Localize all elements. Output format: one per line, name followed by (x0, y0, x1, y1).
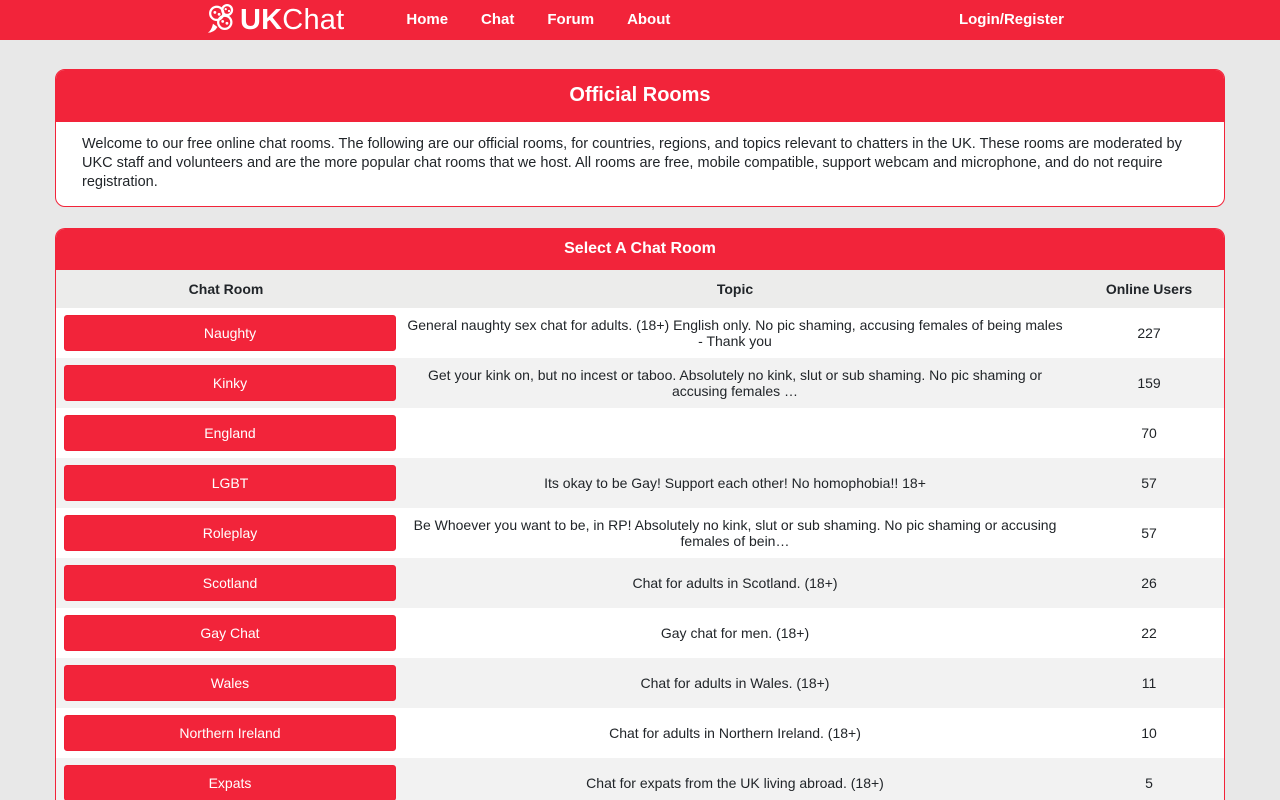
room-button-label: Wales (210, 675, 250, 691)
room-button[interactable] (64, 565, 396, 601)
room-users: 159 (1137, 375, 1161, 391)
nav-item-chat[interactable]: Chat (481, 11, 515, 28)
nav-item-forum[interactable]: Forum (547, 11, 595, 28)
official-rooms-title: Official Rooms (56, 70, 1224, 122)
room-topic: General naughty sex chat for adults. (18+) English only. No pic shaming, accusing females of being males - Thank you (407, 317, 1063, 349)
room-users: 22 (1141, 625, 1157, 641)
room-users: 57 (1141, 525, 1157, 541)
room-button-label: Kinky (212, 375, 248, 391)
table-row (56, 708, 1224, 758)
room-users: 26 (1141, 575, 1157, 591)
room-button-label: Roleplay (202, 525, 258, 541)
room-button-label: England (204, 425, 256, 441)
room-topic: Chat for adults in Wales. (18+) (640, 675, 830, 691)
login-register-link[interactable]: Login/Register (958, 11, 1064, 28)
room-topic: Chat for adults in Scotland. (18+) (632, 575, 838, 591)
table-row (56, 408, 1224, 458)
chat-bubbles-icon (205, 0, 240, 41)
select-chat-room-title: Select A Chat Room (56, 229, 1224, 270)
table-row (56, 658, 1224, 708)
column-header-online-users: Online Users (1105, 281, 1193, 297)
room-topic: Gay chat for men. (18+) (660, 625, 810, 641)
room-button-label: Scotland (202, 575, 258, 591)
room-button[interactable] (64, 465, 396, 501)
nav-item-home[interactable]: Home (406, 11, 449, 28)
room-button-label: Northern Ireland (179, 725, 281, 741)
room-users: 70 (1141, 425, 1157, 441)
room-button[interactable] (64, 515, 396, 551)
room-users: 10 (1141, 725, 1157, 741)
logo-text: UKChat (240, 3, 345, 36)
room-button[interactable] (64, 415, 396, 451)
room-topic: Be Whoever you want to be, in RP! Absolutely no kink, slut or sub shaming. No pic shaming or accusing females of bein… (413, 517, 1057, 549)
room-button[interactable] (64, 765, 396, 800)
table-row (56, 508, 1224, 558)
nav-item-about[interactable]: About (627, 11, 671, 28)
table-header-row (56, 270, 1224, 308)
room-users: 227 (1137, 325, 1161, 341)
main-content (55, 69, 1225, 800)
table-row (56, 458, 1224, 508)
table-row (56, 358, 1224, 408)
room-topic: Chat for expats from the UK living abroad. (18+) (586, 775, 884, 791)
official-rooms-card (55, 69, 1225, 207)
room-button[interactable] (64, 615, 396, 651)
room-button-label: LGBT (211, 475, 249, 491)
column-header-chat-room: Chat Room (188, 281, 264, 297)
room-topic: Its okay to be Gay! Support each other! No homophobia!! 18+ (544, 475, 926, 491)
room-button[interactable] (64, 715, 396, 751)
table-row (56, 758, 1224, 800)
column-header-topic: Topic (716, 281, 754, 297)
top-nav (0, 0, 1280, 40)
room-users: 11 (1141, 675, 1157, 691)
room-topic: Get your kink on, but no incest or taboo. Absolutely no kink, slut or sub shaming. No pic shaming or accusing females … (428, 367, 1042, 399)
official-rooms-description: Welcome to our free online chat rooms. The following are our official rooms, for countries, regions, and topics relevant to chatters in the UK. These rooms are moderated by UKC staff and volunteers and are the more popular chat rooms that we host. All rooms are free, mobile compatible, support webcam and microphone, and do not require registration. (82, 136, 1182, 190)
room-button-label: Naughty (203, 325, 257, 341)
room-button[interactable] (64, 365, 396, 401)
room-button-label: Gay Chat (200, 625, 260, 641)
room-topic: Chat for adults in Northern Ireland. (18+) (609, 725, 861, 741)
rooms-table-body (56, 308, 1224, 800)
chat-room-table-card (55, 228, 1225, 800)
table-row (56, 558, 1224, 608)
table-row (56, 308, 1224, 358)
room-users: 5 (1145, 775, 1153, 791)
table-row (56, 608, 1224, 658)
main-nav (406, 0, 670, 40)
room-users: 57 (1141, 475, 1157, 491)
ukchat-logo[interactable] (205, 0, 344, 41)
room-button[interactable] (64, 315, 396, 351)
room-button[interactable] (64, 665, 396, 701)
room-button-label: Expats (208, 775, 252, 791)
